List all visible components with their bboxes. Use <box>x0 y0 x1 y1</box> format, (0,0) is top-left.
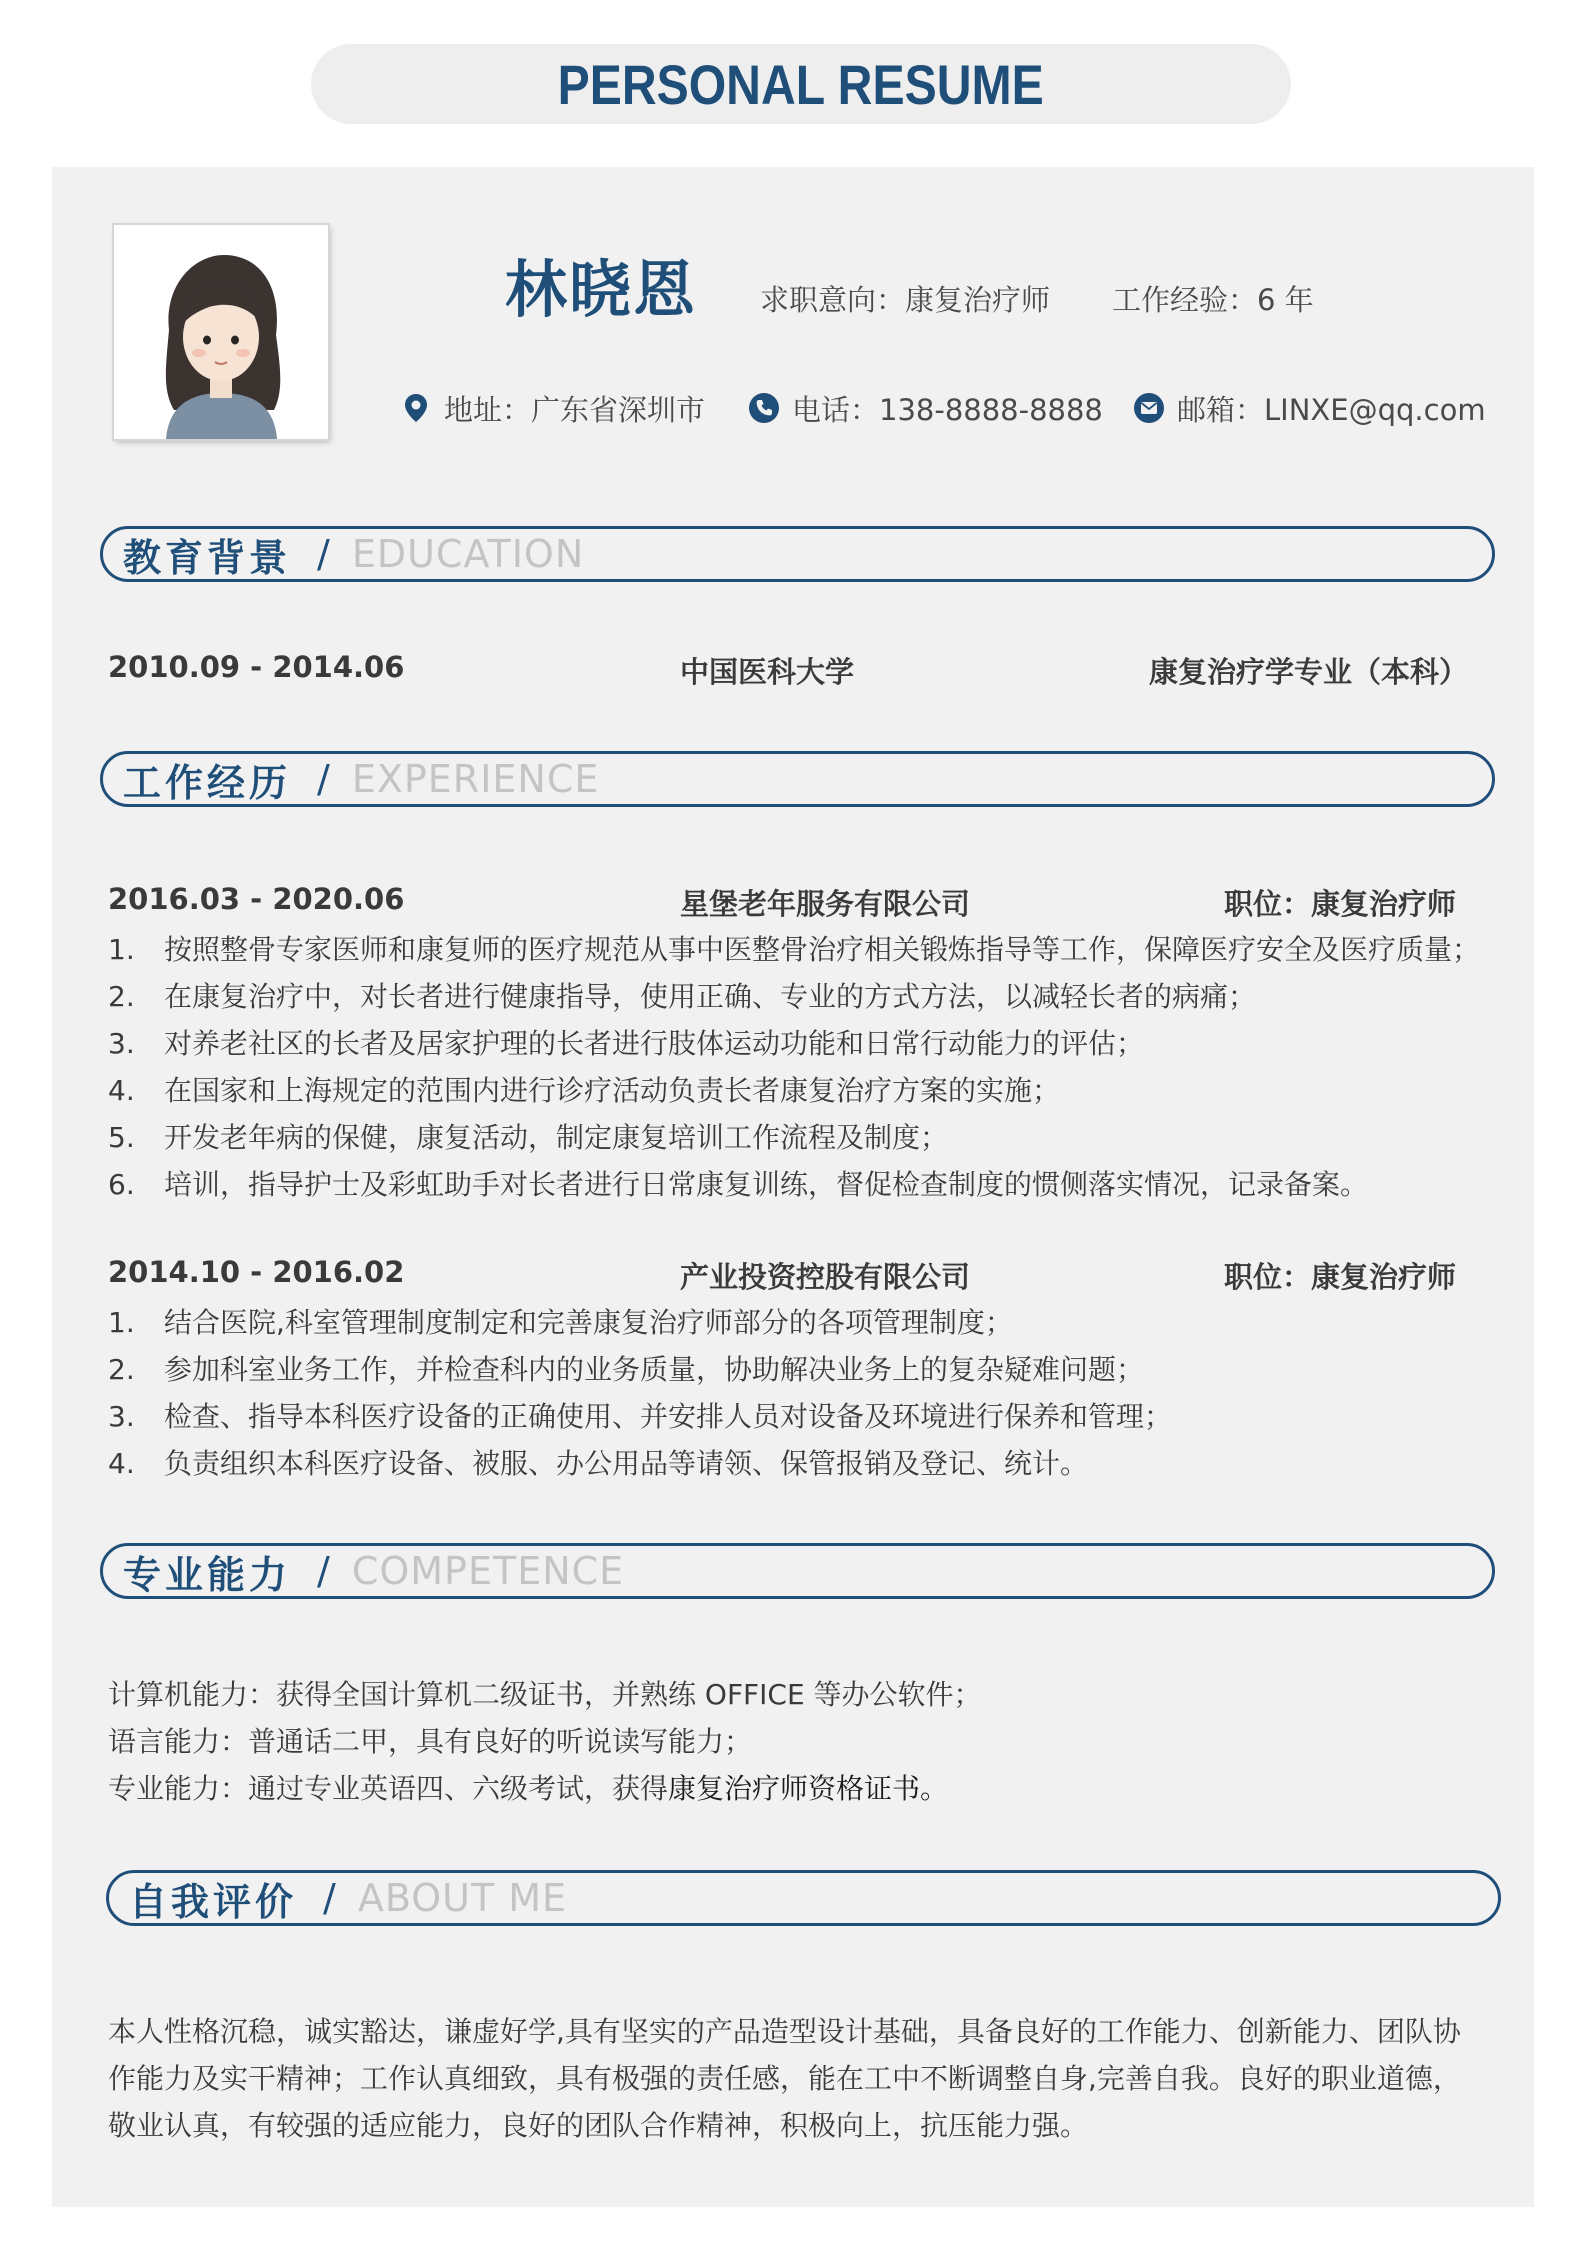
section-slash: / <box>317 532 330 576</box>
section-header-about <box>106 1870 1501 1926</box>
section-title-en: EXPERIENCE <box>351 757 600 801</box>
competence-certificate: 康复治疗师资格证书。 <box>668 1772 949 1805</box>
job-company: 产业投资控股有限公司 <box>680 1260 971 1294</box>
section-title-cn: 专业能力 <box>123 1552 292 1597</box>
resume-title-banner <box>311 44 1291 124</box>
job-position: 职位：康复治疗师 <box>1223 1260 1456 1294</box>
job-period: 2014.10 - 2016.02 <box>108 1255 405 1289</box>
contact-email <box>1133 388 1486 428</box>
competence-professional <box>108 1765 948 1812</box>
competence-language: 语言能力：普通话二甲，具有良好的听说读写能力； <box>108 1725 753 1758</box>
list-item: 5. 开发老年病的保健，康复活动，制定康复培训工作流程及制度； <box>108 1121 949 1154</box>
section-title-cn: 教育背景 <box>123 535 292 580</box>
section-title-cn: 自我评价 <box>129 1879 298 1924</box>
about-me-paragraph: 本人性格沉稳，诚实豁达，谦虚好学,具有坚实的产品造型设计基础，具备良好的工作能力、创新能力、团队协作能力及实干精神；工作认真细致，具有极强的责任感，能在工中不断调整自身,完善自我。良好的职业道德，敬业认真，有较强的适应能力，良好的团队合作精神，积极向上，抗压能力强。 <box>108 2015 1461 2142</box>
job-duties-list <box>108 1299 1508 1487</box>
section-header-experience <box>100 751 1495 807</box>
section-slash: / <box>323 1876 336 1920</box>
section-title-cn: 工作经历 <box>123 760 292 805</box>
section-title-en: ABOUT ME <box>357 1876 568 1920</box>
location-pin-icon <box>400 392 432 424</box>
section-title-en: COMPETENCE <box>351 1549 625 1593</box>
job-company: 星堡老年服务有限公司 <box>680 887 971 921</box>
contact-address <box>400 388 705 428</box>
competence-professional-text: 专业能力：通过专业英语四、六级考试，获得 <box>108 1772 669 1805</box>
candidate-name: 林晓恩 <box>505 253 698 326</box>
avatar <box>114 225 328 439</box>
contact-phone <box>748 388 1103 428</box>
address-text: 地址：广东省深圳市 <box>444 392 706 427</box>
education-period: 2010.09 - 2014.06 <box>108 650 405 684</box>
section-slash: / <box>317 1549 330 1593</box>
education-school: 中国医科大学 <box>680 655 855 689</box>
list-item: 1. 按照整骨专家医师和康复师的医疗规范从事中医整骨治疗相关锻炼指导等工作，保障医疗安全及医疗质量； <box>108 933 1481 966</box>
competence-computer: 计算机能力：获得全国计算机二级证书，并熟练 OFFICE 等办公软件； <box>108 1678 982 1711</box>
list-item: 3. 对养老社区的长者及居家护理的长者进行肢体运动功能和日常行动能力的评估； <box>108 1027 1145 1060</box>
resume-title: PERSONAL RESUME <box>557 52 1045 116</box>
list-item: 3. 检查、指导本科医疗设备的正确使用、并安排人员对设备及环境进行保养和管理； <box>108 1400 1173 1433</box>
email-text: 邮箱：LINXE@qq.com <box>1177 392 1486 427</box>
job-row <box>108 1255 1468 1295</box>
list-item: 4. 负责组织本科医疗设备、被服、办公用品等请领、保管报销及登记、统计。 <box>108 1447 1089 1480</box>
job-period: 2016.03 - 2020.06 <box>108 882 405 916</box>
job-position: 职位：康复治疗师 <box>1223 887 1456 921</box>
section-slash: / <box>317 757 330 801</box>
education-major: 康复治疗学专业（本科） <box>1148 655 1468 689</box>
list-item: 6. 培训，指导护士及彩虹助手对长者进行日常康复训练，督促检查制度的惯侧落实情况，记录备案。 <box>108 1168 1369 1201</box>
job-intention: 求职意向：康复治疗师 <box>760 283 1051 317</box>
job-duties-list <box>108 926 1508 1208</box>
list-item: 2. 在康复治疗中，对长者进行健康指导，使用正确、专业的方式方法，以减轻长者的病痛； <box>108 980 1257 1013</box>
envelope-icon <box>1133 392 1165 424</box>
phone-text: 电话：138-8888-8888 <box>792 392 1103 427</box>
list-item: 2. 参加科室业务工作，并检查科内的业务质量，协助解决业务上的复杂疑难问题； <box>108 1353 1145 1386</box>
section-title-en: EDUCATION <box>351 532 585 576</box>
job-row <box>108 882 1468 922</box>
phone-icon <box>748 392 780 424</box>
work-experience-years: 工作经验：6 年 <box>1112 283 1314 317</box>
section-header-competence <box>100 1543 1495 1599</box>
education-row <box>108 650 1468 690</box>
list-item: 4. 在国家和上海规定的范围内进行诊疗活动负责长者康复治疗方案的实施； <box>108 1074 1061 1107</box>
list-item: 1. 结合医院,科室管理制度制定和完善康复治疗师部分的各项管理制度； <box>108 1306 1013 1339</box>
section-header-education <box>100 526 1495 582</box>
